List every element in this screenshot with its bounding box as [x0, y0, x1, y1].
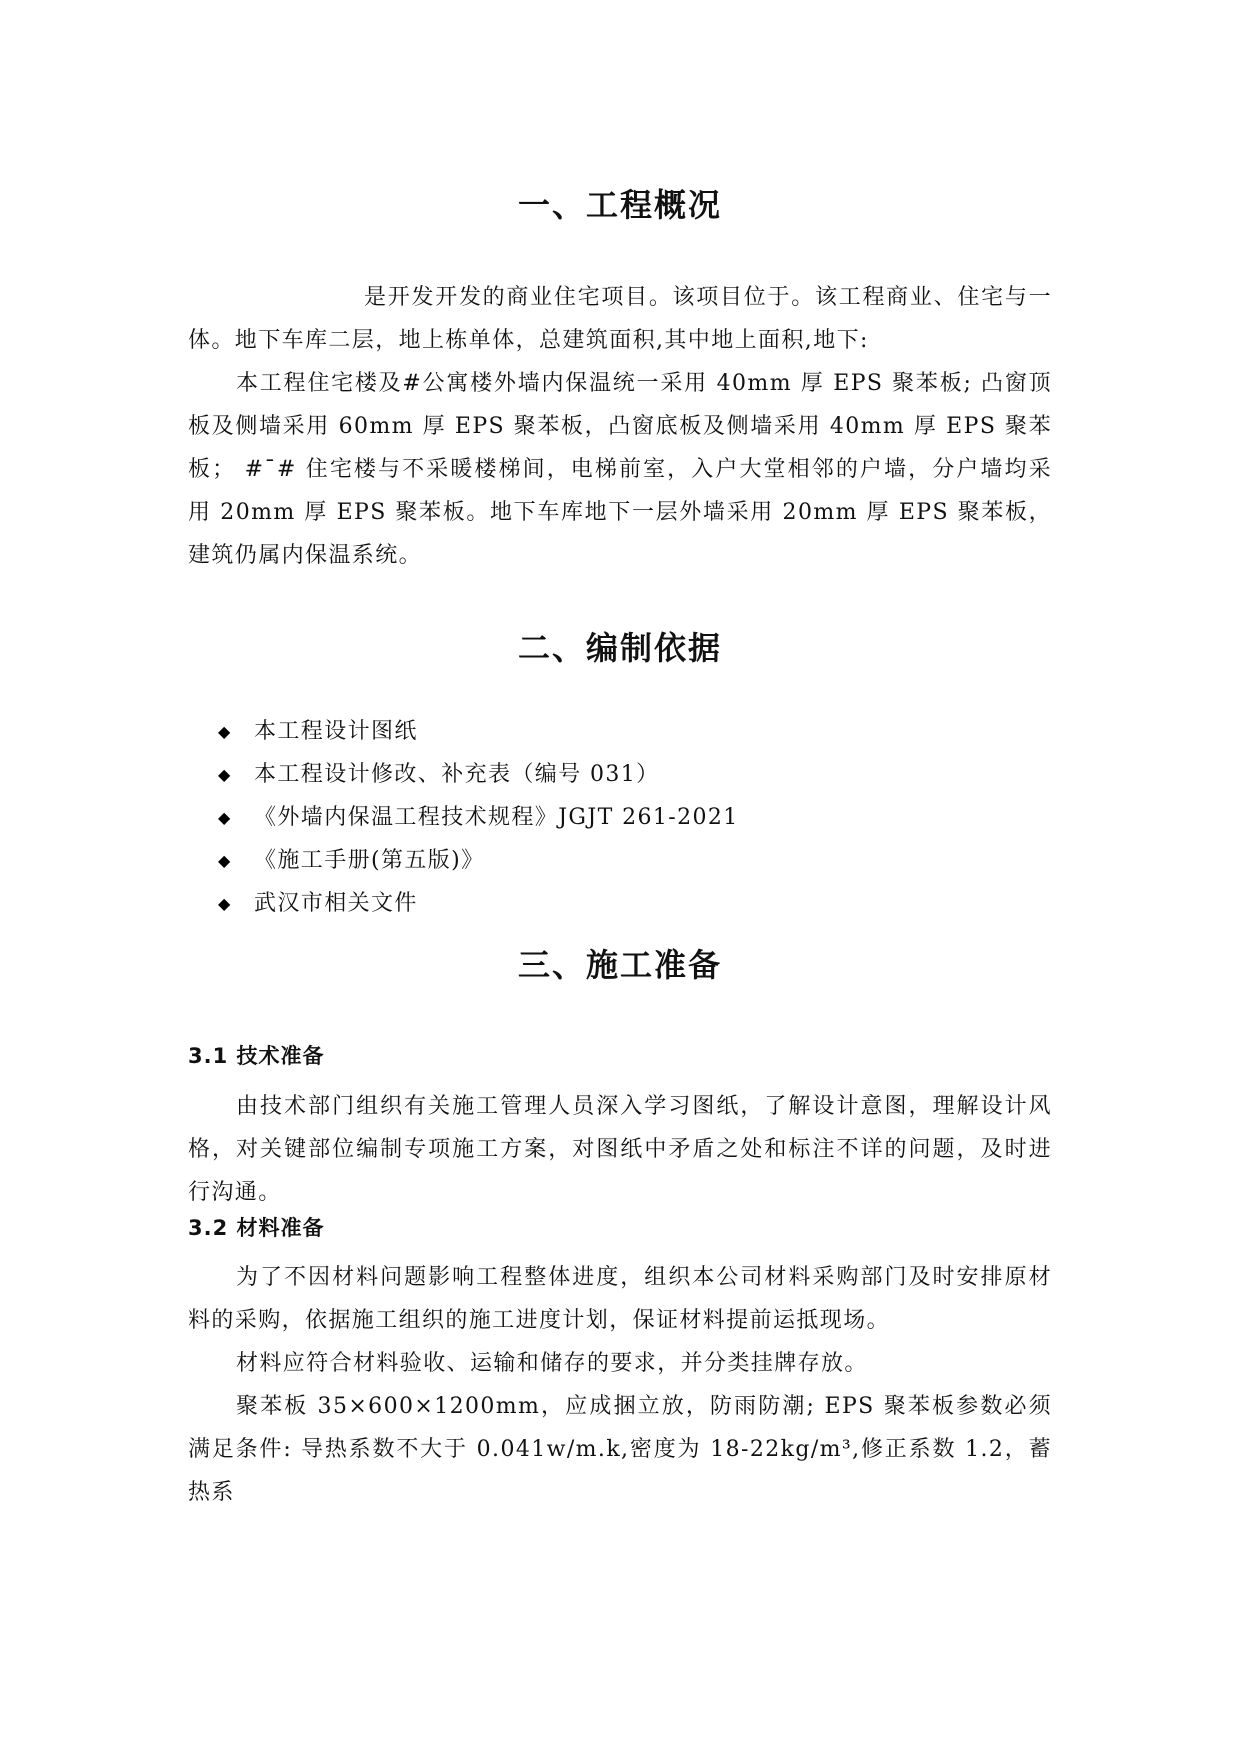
basis-list [218, 710, 739, 925]
section-title-overview: 一、工程概况 [517, 186, 722, 224]
subsection-heading-materials: 3.2 材料准备 [188, 1216, 325, 1240]
diamond-bullet-icon: ◆ [218, 765, 232, 784]
list-item: ◆ 《施工手册(第五版)》 [218, 839, 739, 882]
list-item: ◆ 本工程设计修改、补充表（编号 031） [218, 753, 739, 796]
section-title-preparation: 三、施工准备 [517, 946, 722, 984]
list-item: ◆ 《外墙内保温工程技术规程》JGJT 261-2021 [218, 796, 739, 839]
materials-paragraph-2: 材料应符合材料验收、运输和储存的要求，并分类挂牌存放。 [236, 1351, 868, 1376]
diamond-bullet-icon: ◆ [218, 722, 232, 741]
materials-paragraph-3: 聚苯板 35×600×1200mm，应成捆立放，防雨防潮; EPS 聚苯板参数必须满足条件: 导热系数不大于 0.041w/m.k,密度为 18-22kg/m³,修正系数 1.2，蓄热系 [188, 1394, 1052, 1505]
overview-paragraph-1: 是开发开发的商业住宅项目。该项目位于。该工程商业、住宅与一体。地下车库二层，地上栋单体，总建筑面积,其中地上面积,地下: [188, 285, 1052, 353]
subsection-heading-technical: 3.1 技术准备 [188, 1044, 325, 1068]
diamond-bullet-icon: ◆ [218, 894, 232, 913]
technical-paragraph: 由技术部门组织有关施工管理人员深入学习图纸，了解设计意图，理解设计风格，对关键部位编制专项施工方案，对图纸中矛盾之处和标注不详的问题，及时进行沟通。 [188, 1094, 1052, 1205]
materials-paragraph-1: 为了不因材料问题影响工程整体进度，组织本公司材料采购部门及时安排原材料的采购，依据施工组织的施工进度计划，保证材料提前运抵现场。 [188, 1265, 1052, 1333]
overview-paragraph-2: 本工程住宅楼及#公寓楼外墙内保温统一采用 40mm 厚 EPS 聚苯板; 凸窗顶板及侧墙采用 60mm 厚 EPS 聚苯板，凸窗底板及侧墙采用 40mm 厚 EPS 聚苯板； #¯# 住宅楼与不采暖楼梯间，电梯前室，入户大堂相邻的户墙，分户墙均采用 20mm 厚 EPS 聚苯板。地下车库地下一层外墙采用 20mm 厚 EPS 聚苯板，建筑仍属内保温系统。 [188, 371, 1052, 568]
diamond-bullet-icon: ◆ [218, 808, 232, 827]
list-item: ◆ 本工程设计图纸 [218, 710, 739, 753]
section-title-basis: 二、编制依据 [517, 629, 722, 667]
diamond-bullet-icon: ◆ [218, 851, 232, 870]
list-item: ◆ 武汉市相关文件 [218, 882, 739, 925]
